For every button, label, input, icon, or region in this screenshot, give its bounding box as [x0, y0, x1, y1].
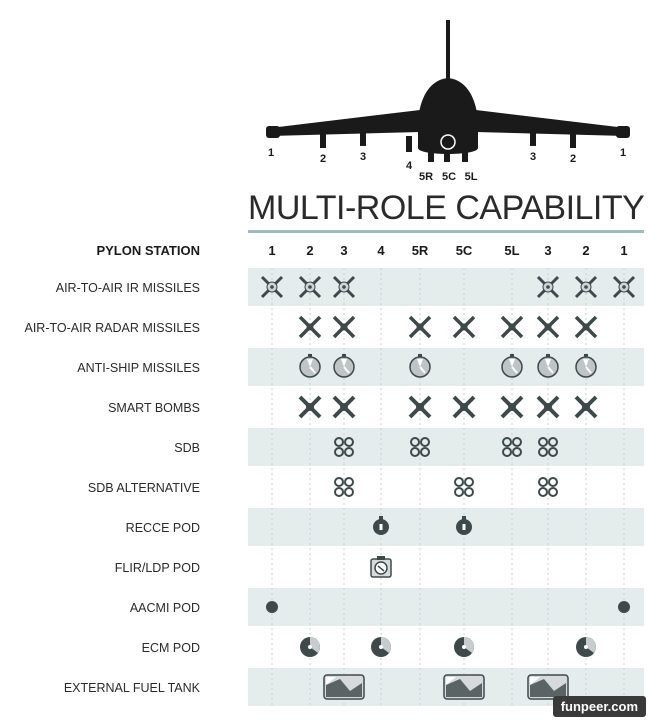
aacmi-pod-icon	[618, 601, 630, 613]
page-title: MULTI-ROLE CAPABILITY	[248, 189, 645, 227]
fuel-tank-icon	[324, 675, 364, 699]
station-header: 5R	[411, 243, 429, 258]
station-header: 4	[377, 243, 385, 258]
station-header: 3	[340, 243, 348, 258]
station-label: 2	[319, 153, 327, 165]
station-label: 4	[405, 160, 413, 172]
row-label: ANTI-SHIP MISSILES	[77, 361, 200, 375]
ecm-pod-icon	[576, 637, 596, 657]
station-label: 5C	[441, 171, 457, 183]
watermark: funpeer.com	[553, 696, 646, 717]
ecm-pod-icon	[371, 637, 391, 657]
station-label: 5R	[418, 171, 434, 183]
row-label: AIR-TO-AIR RADAR MISSILES	[24, 321, 200, 335]
row-band	[248, 428, 644, 466]
aacmi-pod-icon	[266, 601, 278, 613]
row-label: SDB ALTERNATIVE	[87, 481, 200, 495]
ecm-pod-icon	[300, 637, 320, 657]
station-header: 3	[544, 243, 552, 258]
station-header: 2	[306, 243, 314, 258]
row-label: AIR-TO-AIR IR MISSILES	[55, 281, 200, 295]
fuel-tank-icon	[444, 675, 484, 699]
station-header: 1	[620, 243, 628, 258]
row-label: ECM POD	[141, 641, 200, 655]
station-label: 3	[529, 151, 537, 163]
row-label: RECCE POD	[125, 521, 200, 535]
station-label: 1	[619, 147, 627, 159]
station-label: 1	[267, 147, 275, 159]
row-label: SMART BOMBS	[108, 401, 200, 415]
flir-pod-icon	[371, 556, 391, 577]
pylon-station-header: PYLON STATION	[96, 243, 200, 258]
station-label: 5L	[464, 171, 478, 183]
station-header: 1	[268, 243, 276, 258]
station-header: 5C	[455, 243, 473, 258]
row-label: FLIR/LDP POD	[114, 561, 200, 575]
station-header: 5L	[504, 243, 520, 258]
ecm-pod-icon	[454, 637, 474, 657]
row-band	[248, 588, 644, 626]
station-label: 3	[359, 151, 367, 163]
row-label: EXTERNAL FUEL TANK	[63, 681, 200, 695]
station-header: 2	[582, 243, 590, 258]
row-band	[248, 508, 644, 546]
station-label: 2	[569, 153, 577, 165]
row-label: AACMI POD	[129, 601, 200, 615]
row-label: SDB	[174, 441, 200, 455]
